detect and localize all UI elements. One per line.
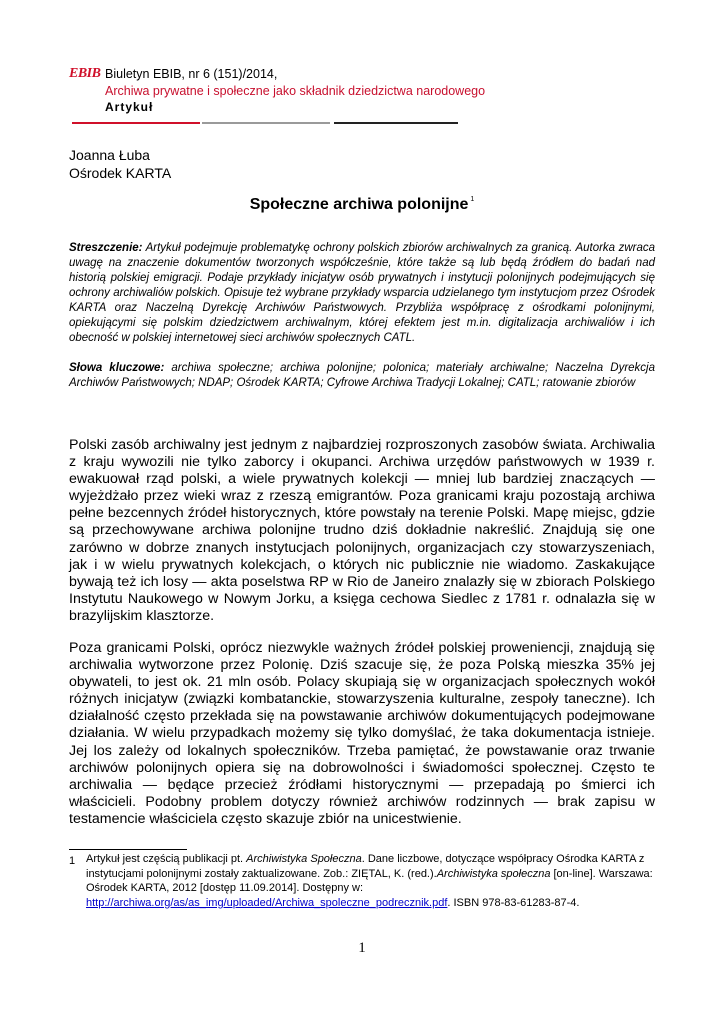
abstract-label: Streszczenie: [69,242,143,254]
article-title [0,196,724,214]
footnote-text-b: . Dane liczbowe, dotyczące współpracy Ośrodka KARTA z instytucjami polonijnymi zostały zaktualizowane. Zob.: ZIĘTAL, K. (red.). [86,853,645,880]
footnote-pub-title: Archiwistyka Społeczna [246,853,362,865]
footnote-number: 1 [69,855,76,867]
page-number: 1 [358,940,366,956]
keywords-label: Słowa kluczowe: [69,362,165,374]
section-label: Artykuł [105,100,154,114]
footnote-text-a: Artykuł jest częścią publikacji pt. [86,853,247,865]
footnote [86,852,656,910]
abstract-text: Artykuł podejmuje problematykę ochrony polskich zbiorów archiwalnych za granicą. Autorka zwraca uwagę na znaczenie dokumentów tworzonych współcześnie, które także są lub będą źródłem do badań nad historią polskiej emigracji. Podaje przykłady inicjatyw osób prywatnych i instytucji polonijnych podejmujących się ochrony archiwaliów polskich. Opisuje też wybrane przykłady wsparcia udzielanego tym instytucjom przez Ośrodek KARTA oraz Naczelną Dyrekcję Archiwów Państwowych. Przybliża współpracę z ośrodkami polonijnymi, opiekującymi się polskim dziedzictwem archiwalnym, której efektem jest m.in. digitalizacja archiwaliów i ich obecność w polskiej internetowej sieci archiwów społecznych CATL. [69,242,655,344]
bulletin-info: Biuletyn EBIB, nr 6 (151)/2014, [105,67,278,81]
issue-topic: Archiwa prywatne i społeczne jako składnik dziedzictwa narodowego [105,84,486,98]
header-rule-gray [202,122,330,124]
body-paragraph-1: Polski zasób archiwalny jest jednym z najbardziej rozproszonych zasobów świata. Archiwalia z kraju wywozili nie tylko zaborcy i okupanci. Archiwa urzędów państwowych w 1939 r. ewakuował rząd polski, a wiele prywatnych kolekcji — mniej lub bardziej znaczących — wyjeżdżało przez wieki wraz z rzeszą emigrantów. Poza granicami kraju pozostają archiwa pełne bezcennych źródeł historycznych, które powstały na terenie Polski. Mapę miejsc, gdzie są przechowywane archiwa polonijne trudno dziś dokładnie nakreślić. Znajdują się one zarówno w dobrze znanych instytucjach polonijnych, organizacjach czy stowarzyszeniach, jak i w wielu prywatnych kolekcjach, o których nic publicznie nie wiadomo. Zaskakujące bywają też ich losy — akta poselstwa RP w Rio de Janeiro znalazły się w zbiorach Polskiego Instytutu Naukowego w Nowym Jorku, a księga cechowa Siedlec z 1781 r. odnalazła się w brazylijskim klasztorze. [69,437,655,624]
footnote-link[interactable]: http://archiwa.org/as/as_img/uploaded/Archiwa_spoleczne_podrecznik.pdf [86,896,448,909]
author-name: Joanna Łuba [69,147,150,163]
title-footnote-ref[interactable]: 1 [470,196,475,203]
ebib-logo: EBIB [69,66,101,81]
title-text: Społeczne archiwa polonijne [249,196,469,213]
header-rule-dark [334,122,458,124]
body-paragraph-2: Poza granicami Polski, oprócz niezwykle ważnych źródeł polskiej proweniencji, znajdują się archiwalia wytworzone przez Polonię. Dziś szacuje się, że poza Polską mieszka 35% jej obywateli, to jest ok. 21 mln osób. Polacy skupiają się w organizacjach społecznych wokół różnych inicjatyw (związki kombatanckie, stowarzyszenia kulturalne, zespoły taneczne). Ich działalność często przekłada się na powstawanie archiwów dokumentujących podejmowane działania. W wielu przypadkach możemy się tylko domyślać, że taka dokumentacja istnieje. Jej los zależy od lokalnych społeczników. Trzeba pamiętać, że powstawanie oraz trwanie archiwów polonijnych opiera się na dobrowolności i świadomości społecznej. Często te archiwalia — będące przecież źródłami historycznymi — przepadają po śmierci ich właścicieli. Podobny problem dotyczy również archiwów rodzinnych — brak zapisu w testamencie właściciela często skazuje zbiór na unicestwienie. [69,640,655,827]
footnote-pub-title-2: Archiwistyka społeczna [436,867,551,880]
footnote-text-d: . ISBN 978-83-61283-87-4. [447,896,580,909]
footnote-text-c: [on-line]. Warszawa: Ośrodek KARTA, 2012 [dostęp 11.09.2014]. Dostępny w: [86,867,653,894]
header-rule-red [72,122,200,124]
author-affiliation: Ośrodek KARTA [69,165,172,181]
author-block [69,146,171,182]
keywords [69,361,655,391]
abstract [69,241,655,346]
footnote-separator [69,849,187,850]
keywords-text: archiwa społeczne; archiwa polonijne; polonica; materiały archiwalne; Naczelna Dyrekcja Archiwów Państwowych; NDAP; Ośrodek KARTA; Cyfrowe Archiwa Tradycji Lokalnej; CATL; ratowanie zbiorów [69,362,656,389]
